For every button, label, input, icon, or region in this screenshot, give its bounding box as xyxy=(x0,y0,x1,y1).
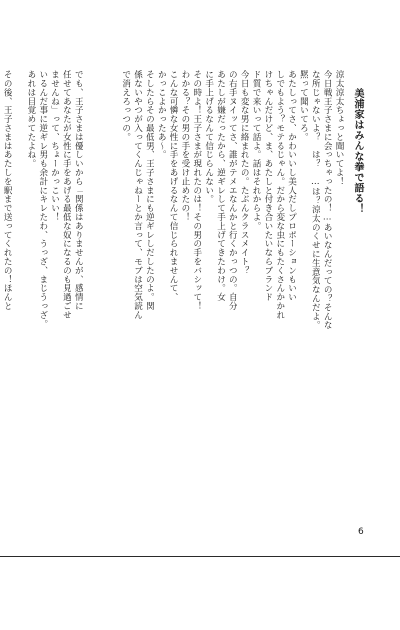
text-column: こんな可憐な女性に手をあげるなんて信じられませんて、 xyxy=(167,70,178,630)
text-column: かっこよかったあ～。 xyxy=(155,70,166,630)
text-column: の右手ヌイッてさ、誰がテメエなんかと行くかっつの。自分 xyxy=(226,70,237,630)
text-column: 今日戦王子さまに会っちゃったの！…あいなんだっての？そんな xyxy=(321,70,332,630)
text-column xyxy=(13,70,24,630)
text-column: しでもよう？モテるじゃん。だから変な虫にもたくさんかかれ xyxy=(274,70,285,630)
text-column: で消えろっつの。 xyxy=(120,70,131,630)
page-number: 6 xyxy=(358,527,364,537)
footer-rule xyxy=(0,556,400,557)
text-column xyxy=(108,70,119,630)
text-column: 黙って聞いてろ。 xyxy=(297,70,308,630)
text-column: その後、王子さまはあたしを駅まで送ってくれたの！ほんと xyxy=(1,70,12,630)
text-column: けちゃんだけど、ま、あたしと付き合いたいならブランド xyxy=(262,70,273,630)
text-column: そしたらその最低男、王子さまにも逆ギレしだしたのよ。関 xyxy=(143,70,154,630)
text-column: あたしが嫌だったから、逆ギレして手上げてきたわけ。女 xyxy=(215,70,226,630)
text-column: いるんだ事に逆ギレ男も余計にキレたわ、うっざ、まじうっざ。 xyxy=(37,70,48,630)
text-column: 今日も変な男に絡まれたの。たぶんクラスメイト？ xyxy=(238,70,249,630)
text-column: ませんね」って、ちょーかっこいい！ xyxy=(49,70,60,630)
text-column: な所じゃないよ？ は？ …は？涼太のくせに生意気なんだよ。 xyxy=(309,70,320,630)
page-title: 美浦家はみんな拳で語る！ xyxy=(351,88,365,328)
text-column: ド質で来いって話よ。話はそれからよ。 xyxy=(250,70,261,630)
text-column: でも、王子さまは優しいから「関係はありませんが、感情に xyxy=(72,70,83,630)
text-column: 係ないやつが入ってくんじゃねーとか言って、モブは空気読ん xyxy=(132,70,143,630)
text-column: あれは目覚めてたよね。 xyxy=(25,70,36,630)
text-column: に手上げるなんて信じらんない。 xyxy=(203,70,214,630)
text-column: あたしってさ、かわいいし美人だしプロポーションもいい xyxy=(286,70,297,630)
text-column: 任せてあなたが女性に手をあげる最低な奴になるのも見過ごせ xyxy=(60,70,71,630)
text-column xyxy=(84,70,95,630)
text-column: その時よ！王子さまが現れたのは！その男の手をバシッて！ xyxy=(191,70,202,630)
text-column xyxy=(96,70,107,630)
text-column: わかる？その男の手を受け止めたの！ xyxy=(179,70,190,630)
text-column: 涼太涼太ちょっと聞いてよ！ xyxy=(333,70,344,630)
